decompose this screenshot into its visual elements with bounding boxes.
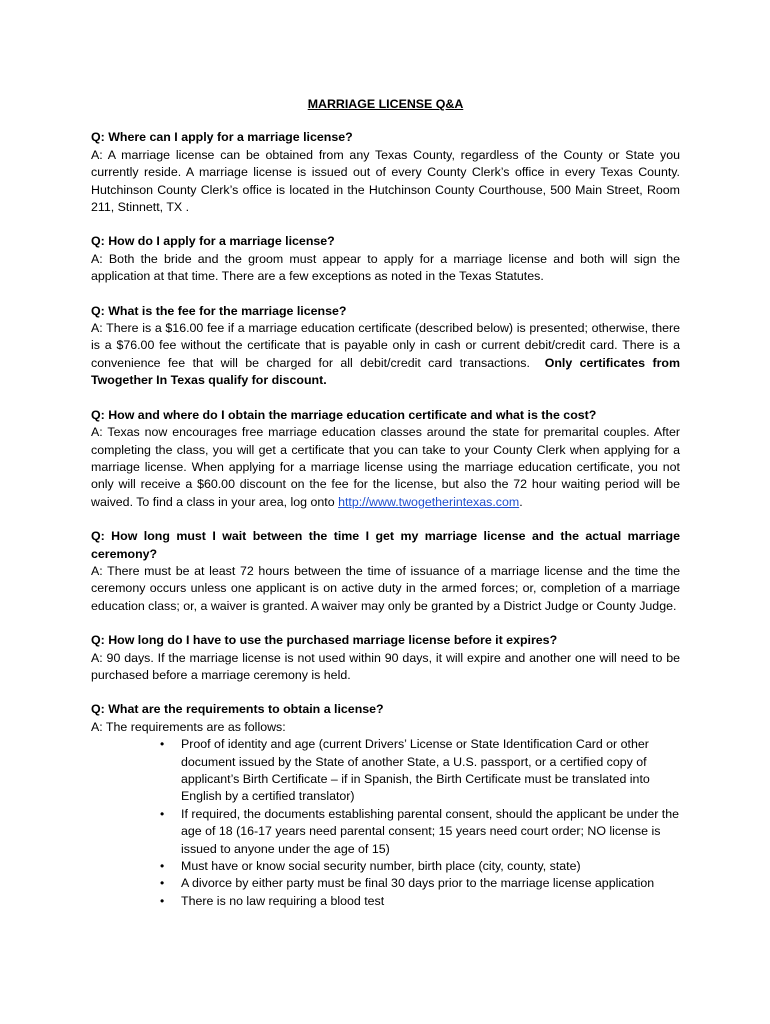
answer: A: There must be at least 72 hours between the time of issuance of a marriage license and the time the ceremony occurs unless one applicant is on active duty in the armed forces; or, completion of a marriage education class; or, a waiver is granted. A waiver may only be granted by a District Judge or County Judge.: [91, 563, 680, 613]
qa-item-apply-where: [91, 129, 680, 216]
qa-item-fee: [91, 303, 680, 390]
answer: [91, 424, 680, 511]
question: Q: How and where do I obtain the marriage education certificate and what is the cost?: [91, 407, 597, 422]
list-item: [160, 875, 680, 892]
qa-item-expiration: [91, 632, 680, 684]
list-item: [160, 736, 680, 806]
requirement-text: If required, the documents establishing parental consent, should the applicant be under the age of 18 (16-17 years need parental consent; 15 years need court order; NO license is issued to anyone under the age of 15): [181, 806, 680, 856]
answer: [91, 320, 680, 390]
answer-bold-note: Only certificates from Twogether In Texas qualify for discount.: [91, 355, 680, 388]
list-item: [160, 893, 680, 910]
bullet-icon: •: [160, 876, 165, 891]
twogether-link[interactable]: http://www.twogetherintexas.com: [338, 494, 520, 509]
question: Q: What is the fee for the marriage license?: [91, 303, 347, 318]
qa-item-waiting-period: [91, 528, 680, 615]
requirement-text: There is no law requiring a blood test: [181, 893, 385, 908]
requirements-list: [91, 736, 680, 910]
question: Q: How long do I have to use the purchased marriage license before it expires?: [91, 633, 558, 648]
answer-text: A: There is a $16.00 fee if a marriage education certificate (described below) is presented; otherwise, there is a $76.00 fee without the certificate that is payable only in cash or current debit/credit card. There is a convenience fee that will be charged for all debit/credit card transactions.: [91, 321, 680, 370]
qa-item-education-certificate: [91, 407, 680, 511]
question: Q: Where can I apply for a marriage license?: [91, 130, 353, 145]
bullet-icon: •: [160, 893, 165, 908]
answer-text: A: Texas now encourages free marriage education classes around the state for premarital couples. After completing the class, you will get a certificate that you can take to your County Clerk when applying for a marriage license. When applying for a marriage license using the marriage education certificate, you not only will receive a $60.00 discount on the fee for the license, but also the 72 hour waiting period will be waived. To find a class in your area, log onto: [91, 425, 680, 509]
question: Q: How do I apply for a marriage license?: [91, 234, 335, 249]
qa-item-requirements: [91, 701, 680, 910]
answer-end: .: [519, 494, 523, 509]
requirement-text: Must have or know social security number, birth place (city, county, state): [181, 859, 581, 874]
document-title: MARRIAGE LICENSE Q&A: [307, 97, 464, 111]
answer: A: 90 days. If the marriage license is not used within 90 days, it will expire and another one will need to be purchased before a marriage ceremony is held.: [91, 650, 680, 682]
bullet-icon: •: [160, 859, 165, 874]
list-item: [160, 806, 680, 858]
requirement-text: A divorce by either party must be final 30 days prior to the marriage license application: [181, 876, 655, 891]
list-item: [160, 858, 680, 875]
answer: A: A marriage license can be obtained from any Texas County, regardless of the County or State you currently reside. A marriage license is issued out of every County Clerk’s office in every Texas County. Hutchinson County Clerk’s office is located in the Hutchinson County Courthouse, 500 Main Street, Room 211, Stinnett, TX .: [91, 147, 680, 215]
document-body: [91, 96, 680, 927]
bullet-icon: •: [160, 806, 165, 821]
question: Q: How long must I wait between the time I get my marriage license and the actual marriage ceremony?: [91, 529, 680, 561]
qa-item-apply-how: [91, 233, 680, 285]
bullet-icon: •: [160, 737, 165, 752]
answer: A: The requirements are as follows:: [91, 719, 286, 734]
answer: A: Both the bride and the groom must appear to apply for a marriage license and both will sign the application at that time. There are a few exceptions as noted in the Texas Statutes.: [91, 251, 680, 284]
question: Q: What are the requirements to obtain a license?: [91, 702, 384, 717]
requirement-text: Proof of identity and age (current Drivers’ License or State Identification Card or other document issued by the State of another State, a U.S. passport, or a certified copy of applicant’s Birth Certificate – if in Spanish, the Birth Certificate must be translated into English by a certified translator): [181, 737, 650, 804]
